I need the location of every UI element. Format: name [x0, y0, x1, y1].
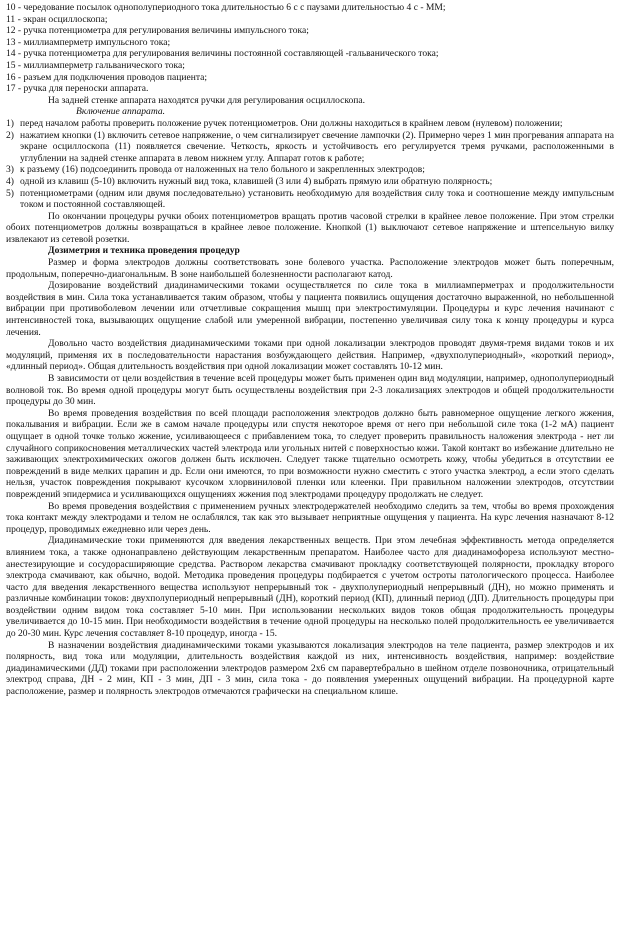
step-number: 5)	[6, 187, 14, 199]
step-number: 3)	[6, 164, 14, 176]
step-text: перед началом работы проверить положение ручек потенциометров. Они должны находиться в крайнем левом (нулевом) положении;	[20, 117, 563, 129]
rear-panel-note: На задней стенке аппарата находятся ручки для регулирования осциллоскопа.	[48, 94, 366, 106]
step-item	[6, 176, 614, 188]
body-paragraph: Во время проведения воздействия с применением ручных электродержателей необходимо следить за тем, чтобы во время прохождения тока контакт между электродами и телом не ослаблялся, так как это вызывает неприятные ощущения у пациента. На курс лечения назначают 8-12 процедур, проводимых ежедневно или через день.	[6, 500, 614, 535]
step-item	[6, 164, 614, 176]
step-text: потенциометрами (одним или двумя последовательно) установить необходимую для воздействия силу тока и соотношение между импульсным током и постоянной составляющей.	[20, 187, 614, 211]
step-text: одной из клавиш (5-10) включить нужный вид тока, клавишей (3 или 4) выбрать прямую или обратную полярность;	[20, 175, 493, 187]
body-paragraph: Размер и форма электродов должны соответствовать зоне болевого участка. Расположение электродов может быть поперечным, продольным, поперечно-диагональным. В зоне наибольшей болезненности располагают катод.	[6, 257, 614, 280]
shutdown-paragraph: По окончании процедуры ручки обоих потенциометров вращать против часовой стрелки в крайнее левое положение. При этом стрелки обоих потенциометров должны возвращаться в крайнее левое положение. Кнопкой (1) выключают сетевое напряжение и штепсельную вилку извлекают из сетевой розетки.	[6, 210, 614, 245]
body-paragraph: В назначении воздействия диадинамическими токами указываются локализация электродов на теле пациента, размер электродов и их полярность, вид тока или модуляции, длительность воздействия каждой из них, интенсивность воздействия, например: воздействие диадинамическими (ДД) токами при расположении электродов размером 2х6 см паравертебрально в шейном отделе позвоночника, отрицательный электрод справа, ДН - 2 мин, КП - 3 мин, ДП - 3 мин, сила тока - до появления умеренных ощущений вибрации. На процедурной карте расположение, размер и полярность электродов отмечаются графически на специальном клише.	[6, 639, 614, 698]
legend-item: 10 - чередование посылок однополупериодного тока длительностью 6 с с паузами длительностью 4 с - ММ;	[6, 2, 446, 13]
step-number: 2)	[6, 129, 14, 141]
step-text: нажатием кнопки (1) включить сетевое напряжение, о чем сигнализирует свечение лампочки (2). Примерно через 1 мин прогревания аппарата на экране осциллоскопа (11) появляется свечение. Четкость, яркость и устойчивость его регулируется тремя ручками, расположенными в углублении на задней стенке аппарата в левом нижнем углу. Аппарат готов к работе;	[20, 129, 614, 164]
legend-item: 13 - миллиамперметр импульсного тока;	[6, 36, 171, 48]
step-number: 1)	[6, 117, 14, 129]
legend-item: 12 - ручка потенциометра для регулирования величины импульсного тока;	[6, 25, 309, 37]
legend-list	[6, 2, 614, 95]
body-paragraph: Диадинамические токи применяются для введения лекарственных веществ. При этом лечебная эффективность метода определяется влиянием тока, а также однонаправлено действующим лекарственным препаратом. Наиболее часто для диадинамофореза используют местно-анестезирующие и сосудорасширяющие средства. Раствором лекарства смачивают прокладку соответствующей полярности, прокладку второго электрода смачивают, как обычно, водой. Методика проведения процедуры подбирается с учетом остроты патологического процесса. Наиболее часто для введения лекарственного вещества используют непрерывный ток - двухполупериодный непрерывный (ДН), но можно применять и различные комбинации токов: двухполупериодный непрерывный (ДН), короткий период (КП), длинный период (ДП). Длительность процедуры при воздействии одним видом тока составляет 5-10 мин. При использовании нескольких видов токов общая продолжительность процедуры увеличивается до 10-15 мин. При необходимости воздействия в течение одной процедуры на несколько полей продолжительность ее увеличивается до 20-30 мин. Курс лечения составляет 8-10 процедур, иногда - 15.	[6, 535, 614, 640]
power-on-title: Включение аппарата.	[76, 106, 165, 118]
step-item	[6, 130, 614, 165]
steps-list	[6, 118, 614, 211]
step-text: к разъему (16) подсоединить провода от наложенных на тело больного и закрепленных электродов;	[20, 164, 425, 176]
body-paragraph: В зависимости от цели воздействия в течение всей процедуры может быть применен один вид модуляции, например, однополупериодный волновой ток. Во время одной процедуры могут быть осуществлены воздействия при 2-3 локализациях электродов и общей продолжительности процедуры до 30 мин.	[6, 373, 614, 408]
step-item	[6, 188, 614, 211]
legend-item: 17 - ручка для переноски аппарата.	[6, 83, 149, 95]
legend-item: 15 - миллиамперметр гальванического тока;	[6, 59, 185, 71]
step-item	[6, 118, 614, 130]
step-number: 4)	[6, 175, 14, 187]
body-paragraphs	[6, 257, 614, 698]
legend-item: 11 - экран осциллоскопа;	[6, 13, 108, 25]
legend-item: 16 - разъем для подключения проводов пациента;	[6, 71, 208, 83]
body-paragraph: Дозирование воздействий диадинамическими токами осуществляется по силе тока в миллиамперметрах и продолжительности воздействия в мин. Сила тока устанавливается таким образом, чтобы у пациента появились ощущения достаточно выраженной, но небольшенной вибрации при противоболевом лечении или отчетливые сокращения мышц при электростимуляции. Процедуры и курс лечения начинают с интенсивностей тока, вызывающих ощущение слабой или умеренной вибрации, постепенно увеличивая силу тока к концу процедуры и курса лечения.	[6, 280, 614, 338]
body-paragraph: Во время проведения воздействия по всей площади расположения электродов должно быть равномерное ощущение легкого жжения, покалывания и вибрации. Если же в самом начале процедуры или спустя некоторое время от него при небольшой силе тока (1-2 мА) пациент ощущает в одной точке только жжение, усиливающееся с прибавлением тока, то следует проверить правильность наложения электрода - нет ли случайного соприкосновения металлических частей электрода или угольных нитей с поверхностью кожи. Такой контакт во избежание длительно не заживающих электрохимических ожогов должен быть исключен. Следует также тщательно осмотреть кожу, чтобы убедиться в отсутствии ее повреждений в виде мелких царапин и др. Если они имеются, то при возможности нужно сместить с этого участка электрод, а если этого сделать нельзя, участок повреждения покрывают кусочком хлорвиниловой пленки или клеенки. При правильном наложении электродов, отсутствии повреждений эпидермиса и усиливающихся ощущениях жжения под электродами процедуру продолжать не следует.	[6, 407, 614, 500]
body-paragraph: Довольно часто воздействия диадинамическими токами при одной локализации электродов проводят двумя-тремя видами токов и их модуляций, применяя их в последовательности нарастания возбуждающего действия. Например, «двухполупериодный», «короткий период», «длинный период». Общая длительность воздействия при одной локализации может составлять 10-12 мин.	[6, 338, 614, 373]
section-heading: Дозиметрия и техника проведения процедур	[48, 245, 240, 257]
legend-item: 14 - ручка потенциометра для регулирования величины постоянной составляющей -гальванического тока;	[6, 48, 439, 60]
